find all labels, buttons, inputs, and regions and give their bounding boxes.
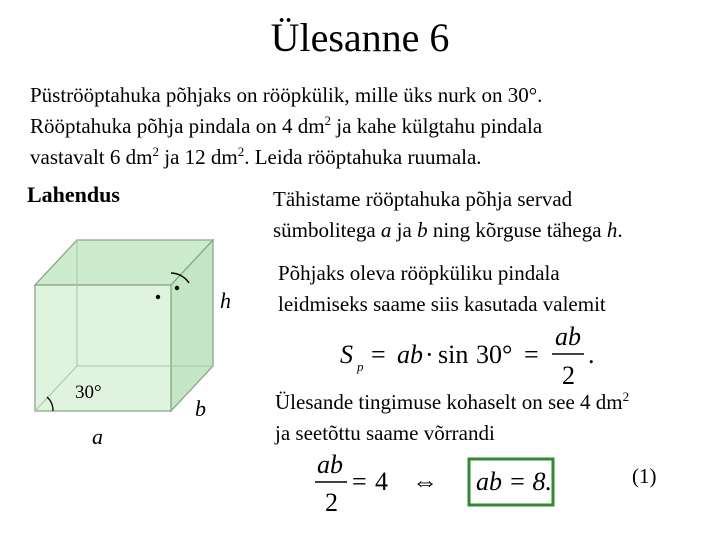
svg-text:sin: sin [438,340,469,369]
problem-line-2: Rööptahuka põhja pindala on 4 $dm^2$ ja kahe külgtahu pindala [30,113,543,138]
svg-text:=: = [371,340,386,369]
svg-text:30°: 30° [476,340,513,369]
svg-text:ab: ab [317,450,343,479]
area-formula [335,318,615,392]
svg-text:p: p [357,359,364,374]
svg-text:=: = [352,467,367,496]
svg-text:2: 2 [562,361,575,390]
problem-statement [30,80,690,173]
equation [312,448,562,518]
solution-paragraph-3: Ülesande tingimuse kohaselt on see 4 $dm^2$ ja seetõttu saame võrrandi [275,389,630,445]
problem-line-1: Püströöptahuka põhjaks on rööpkülik, mille üks nurk on 30°. [30,83,543,107]
solution-paragraph-1: Tähistame rööptahuka põhja servad sümbolitega a ja b ning kõrguse tähega h. [273,187,623,242]
problem-line-3: vastavalt 6 $dm^2$ ja 12 $dm^2$. Leida rööptahuka ruumala. [30,144,482,169]
angle-30-label: 30° [75,382,102,403]
svg-text:.: . [588,340,595,369]
svg-text:=: = [524,340,539,369]
svg-text:2: 2 [325,488,338,517]
equation-number: (1) [632,464,657,488]
svg-text:·: · [425,340,434,369]
solution-paragraph-2: Põhjaks oleva rööpküliku pindala leidmiseks saame siis kasutada valemit [278,261,606,316]
svg-text:S: S [340,340,353,369]
page-title: Ülesanne 6 [270,15,450,60]
svg-text:ab: ab [555,322,581,351]
edge-label-a: a [92,424,103,449]
edge-label-b: b [195,396,206,421]
right-angle-dot-1 [156,295,160,299]
svg-text:ab = 8.: ab = 8. [476,467,553,496]
svg-text:ab: ab [397,340,423,369]
edge-label-h: h [220,288,231,313]
prism-front-face [35,285,171,411]
svg-text:⇔: ⇔ [412,467,438,496]
right-angle-dot-2 [175,286,179,290]
solution-heading: Lahendus [27,182,120,207]
prism-figure [30,228,270,458]
svg-text:4: 4 [375,467,388,496]
